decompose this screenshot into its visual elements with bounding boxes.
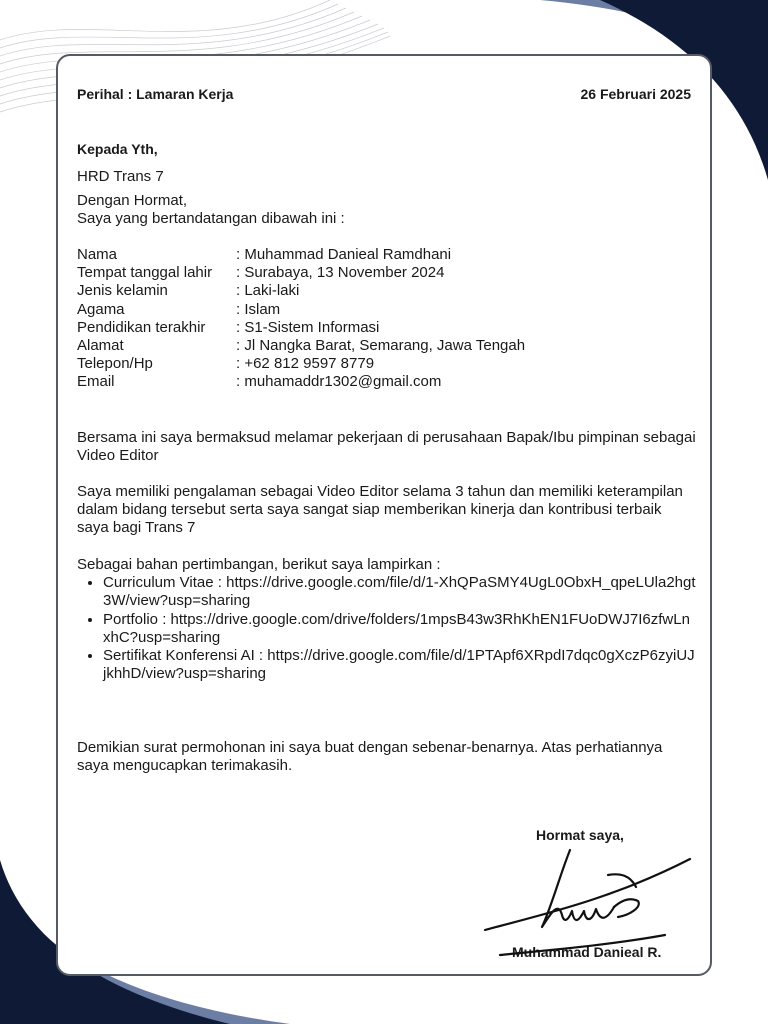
detail-label: Email (77, 373, 115, 391)
attachment-certificate[interactable]: • Sertifikat Konferensi AI : https://drive.google.com/file/d/1PTApf6XRpdI7dqc0gXczP6zyiUJjkhhD/view?usp=sharing (103, 647, 697, 683)
detail-label: Telepon/Hp (77, 355, 153, 373)
letter-date: 26 Februari 2025 (580, 86, 691, 102)
recipient: HRD Trans 7 (77, 168, 164, 185)
detail-row (77, 319, 697, 337)
detail-row (77, 282, 697, 300)
applicant-details (77, 246, 697, 392)
detail-row (77, 264, 697, 282)
detail-value: : +62 812 9597 8779 (236, 355, 375, 373)
detail-label: Alamat (77, 337, 124, 355)
detail-value: : muhamaddr1302@gmail.com (236, 373, 442, 391)
attachment-cv[interactable]: • Curriculum Vitae : https://drive.google.com/file/d/1-XhQPaSMY4UgL0ObxH_qpeLUla2hgt3W/view?usp=sharing (103, 574, 697, 610)
attachment-portfolio[interactable]: • Portfolio : https://drive.google.com/drive/folders/1mpsB43w3RhKhEN1FUoDWJ7I6zfwLnxhC?usp=sharing (103, 611, 697, 647)
paragraph-application: Bersama ini saya bermaksud melamar pekerjaan di perusahaan Bapak/Ibu pimpinan sebagai Video Editor (77, 429, 696, 465)
intro-sentence: Saya yang bertandatangan dibawah ini : (77, 210, 345, 227)
greeting: Dengan Hormat, (77, 192, 188, 209)
detail-value: : Muhammad Danieal Ramdhani (236, 246, 452, 263)
detail-value: : Islam (236, 300, 281, 318)
attachments-list (77, 574, 697, 683)
signature-drawing (480, 845, 695, 960)
detail-row (77, 246, 697, 264)
detail-value: : Jl Nangka Barat, Semarang, Jawa Tengah (236, 337, 526, 355)
paragraph-experience: Saya memiliki pengalaman sebagai Video Editor selama 3 tahun dan memiliki keterampilan dalam bidang tersebut serta saya sangat siap memberikan kinerja dan kontribusi terbaik saya bagi Trans 7 (77, 483, 683, 537)
detail-value: : S1-Sistem Informasi (236, 318, 380, 336)
detail-label: Tempat tanggal lahir (77, 264, 213, 282)
detail-label: Pendidikan terakhir (77, 318, 206, 336)
detail-row (77, 373, 697, 391)
subject-line: Perihal : Lamaran Kerja (77, 86, 234, 102)
detail-row (77, 301, 697, 319)
detail-label: Agama (77, 300, 125, 318)
detail-value: : Laki-laki (236, 282, 300, 300)
closing-paragraph: Demikian surat permohonan ini saya buat dengan sebenar-benarnya. Atas perhatiannya saya mengucapkan terimakasih. (77, 739, 663, 775)
detail-label: Jenis kelamin (77, 282, 168, 300)
detail-value: : Surabaya, 13 November 2024 (236, 264, 445, 282)
detail-row (77, 355, 697, 373)
attachments-section (77, 556, 697, 683)
detail-row (77, 337, 697, 355)
sign-off: Hormat saya, (536, 827, 624, 843)
to-heading: Kepada Yth, (77, 141, 158, 157)
attachments-intro: Sebagai bahan pertimbangan, berikut saya lampirkan : (77, 556, 441, 573)
detail-label: Nama (77, 246, 118, 263)
signer-name: Muhammad Danieal R. (512, 944, 662, 960)
